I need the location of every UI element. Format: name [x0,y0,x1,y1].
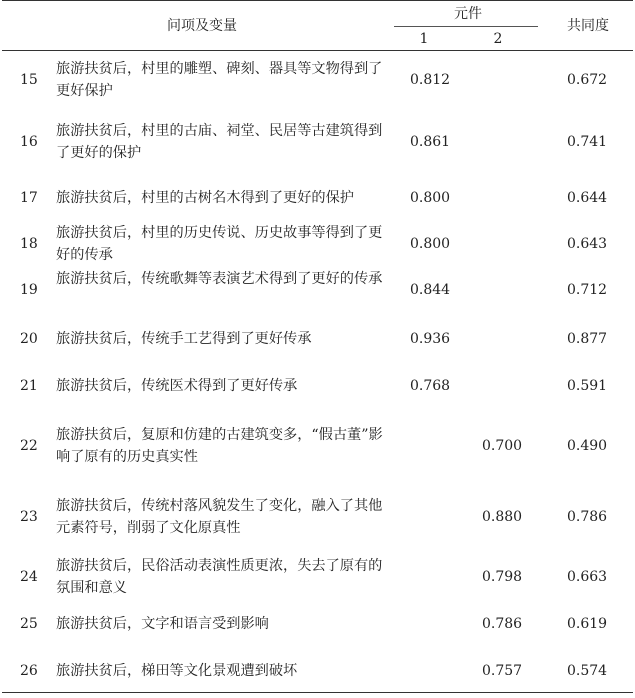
row-component-2: 0.880 [482,509,523,525]
row-number: 26 [20,663,38,679]
table-row [2,375,633,397]
row-communality: 0.712 [567,282,608,298]
row-item-text: 旅游扶贫后，村里的历史传说、历史故事等得到了更好的传承 [56,225,383,263]
row-communality: 0.591 [567,378,608,394]
row-component-2: 0.798 [482,569,523,585]
component-subheader-rule [394,26,538,27]
table-row [2,58,633,102]
row-communality: 0.877 [567,331,608,347]
table-row [2,613,633,635]
row-item-text: 旅游扶贫后，村里的古树名木得到了更好的保护 [56,190,354,206]
row-communality: 0.672 [567,72,608,88]
row-number: 17 [20,190,38,206]
row-number: 23 [20,509,38,525]
row-communality: 0.644 [567,190,608,206]
row-number: 25 [20,616,38,632]
row-component-2: 0.786 [482,616,523,632]
row-component-1: 0.844 [410,282,451,298]
row-component-1: 0.800 [410,236,451,252]
row-number: 16 [20,134,38,150]
table-row [2,268,633,312]
table-bottom-rule [2,692,633,693]
row-item-text: 旅游扶贫后，传统手工艺得到了更好传承 [56,331,312,347]
row-number: 20 [20,331,38,347]
row-component-1: 0.861 [410,134,451,150]
table-top-rule [2,0,633,1]
row-number: 24 [20,569,38,585]
row-communality: 0.786 [567,509,608,525]
table-header-rule [2,50,633,51]
table-row [2,120,633,164]
table-row [2,660,633,682]
row-component-1: 0.812 [410,72,451,88]
row-component-1: 0.768 [410,378,451,394]
row-component-2: 0.700 [482,438,523,454]
row-item-text: 旅游扶贫后，文字和语言受到影响 [56,616,269,632]
row-item-text: 旅游扶贫后，传统村落风貌发生了变化，融入了其他元素符号，削弱了文化原真性 [56,498,383,536]
row-component-1: 0.936 [410,331,451,347]
table-row [2,424,633,468]
table-row [2,555,633,599]
row-number: 18 [20,236,38,252]
row-item-text: 旅游扶贫后，传统医术得到了更好传承 [56,378,298,394]
row-number: 15 [20,72,38,88]
row-item-text: 旅游扶贫后，村里的古庙、祠堂、民居等古建筑得到了更好的保护 [56,123,383,161]
header-communality: 共同度 [567,18,609,34]
table-row [2,187,633,209]
header-component-1: 1 [419,31,429,47]
row-number: 22 [20,438,38,454]
row-communality: 0.490 [567,438,608,454]
row-number: 19 [20,282,38,298]
table-row [2,328,633,350]
row-number: 21 [20,378,38,394]
header-item-variable: 问项及变量 [167,18,237,34]
header-component: 元件 [454,6,482,22]
row-item-text: 旅游扶贫后，传统歌舞等表演艺术得到了更好的传承 [56,271,383,287]
table-row [2,222,633,266]
row-item-text: 旅游扶贫后，村里的雕塑、碑刻、器具等文物得到了更好保护 [56,61,383,99]
row-component-2: 0.757 [482,663,523,679]
row-item-text: 旅游扶贫后，梯田等文化景观遭到破坏 [56,663,298,679]
row-communality: 0.663 [567,569,608,585]
header-component-2: 2 [493,31,503,47]
row-communality: 0.643 [567,236,608,252]
row-component-1: 0.800 [410,190,451,206]
row-item-text: 旅游扶贫后，复原和仿建的古建筑变多，“假古董”影响了原有的历史真实性 [56,427,383,465]
row-item-text: 旅游扶贫后，民俗活动表演性质更浓，失去了原有的氛围和意义 [56,558,383,596]
table-row [2,495,633,539]
row-communality: 0.619 [567,616,608,632]
row-communality: 0.741 [567,134,608,150]
factor-loading-table [2,0,633,698]
row-communality: 0.574 [567,663,608,679]
